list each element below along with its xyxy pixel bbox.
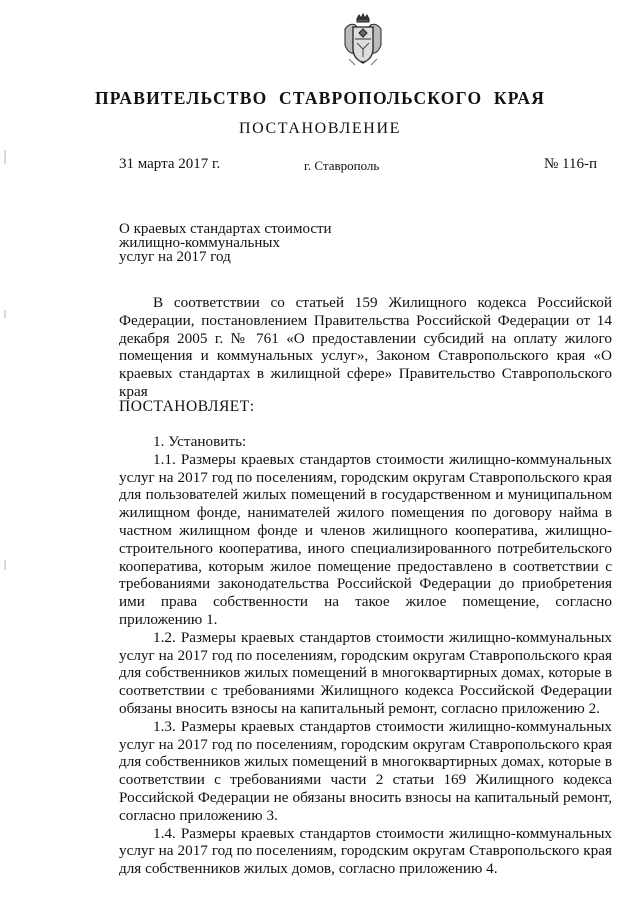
intro-text: В соответствии со статьей 159 Жилищного кодекса Российской Федерации, постановлением Правительства Российской Федерации от 14 декабря 2005 г. № 761 «О предоставлении субсидий на оплату жилого помещения и коммунальных услуг», Законом Ставропольского края «О краевых стандартах в жилищной сфере» Правительство Ставропольского края bbox=[119, 294, 612, 400]
title-line: О краевых стандартах стоимости bbox=[119, 221, 332, 237]
coat-of-arms-icon bbox=[341, 13, 385, 69]
list-item: 1. Установить: bbox=[153, 433, 247, 450]
list-item: 1.2. Размеры краевых стандартов стоимости жилищно-коммунальных услуг на 2017 год по поселениям, городским округам Ставропольского края для собственников жилых помещений в многоквартирных домах, которые в соответствии с требованиями Жилищного кодекса Российской Федерации обязаны вносить взносы на капитальный ремонт, согласно приложению 2. bbox=[119, 628, 612, 717]
title-line: жилищно-коммунальных bbox=[119, 235, 280, 251]
organization-title: ПРАВИТЕЛЬСТВО СТАВРОПОЛЬСКОГО КРАЯ bbox=[94, 88, 546, 108]
document-title bbox=[119, 222, 379, 264]
scan-mark bbox=[4, 310, 6, 318]
resolve-heading: ПОСТАНОВЛЯЕТ: bbox=[119, 398, 255, 415]
document-date: 31 марта 2017 г. bbox=[119, 156, 221, 172]
document-type: ПОСТАНОВЛЕНИЕ bbox=[239, 120, 401, 137]
intro-paragraph bbox=[119, 294, 612, 401]
scan-mark bbox=[4, 150, 6, 164]
list-item: 1.3. Размеры краевых стандартов стоимости жилищно-коммунальных услуг на 2017 год по поселениям, городским округам Ставропольского края для собственников жилых помещений в многоквартирных домах, которые в соответствии с требованиями части 2 статьи 169 Жилищного кодекса Российской Федерации не обязаны вносить взносы на капитальный ремонт, согласно приложению 3. bbox=[119, 717, 612, 824]
document-city: г. Ставрополь bbox=[304, 158, 380, 173]
body-items bbox=[119, 433, 612, 878]
scan-mark bbox=[4, 560, 6, 570]
title-line: услуг на 2017 год bbox=[119, 249, 231, 265]
document-number: № 116-п bbox=[544, 156, 598, 172]
list-item: 1.1. Размеры краевых стандартов стоимости жилищно-коммунальных услуг на 2017 год по поселениям, городским округам Ставропольского края для пользователей жилых помещений в государственном и муниципальном жилищном фонде, нанимателей жилого помещения по договору найма в частном жилищном фонде и членов жилищного кооператива, жилищно-строительного кооператива, иного специализированного потребительского кооператива, которым жилое помещение предоставлено в соответствии с требованиями законодательства Российской Федерации до приобретения ими права собственности на такое жилое помещение, согласно приложению 1. bbox=[119, 450, 612, 628]
list-item: 1.4. Размеры краевых стандартов стоимости жилищно-коммунальных услуг на 2017 год по поселениям, городским округам Ставропольского края для собственников жилых домов, согласно приложению 4. bbox=[119, 824, 612, 878]
